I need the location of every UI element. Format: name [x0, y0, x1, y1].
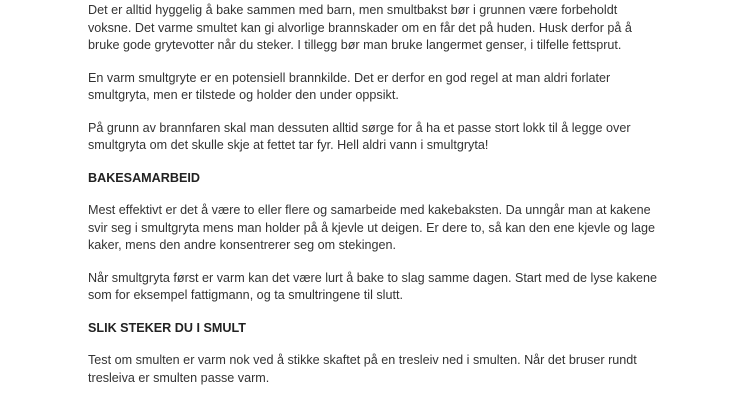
section-heading-slik-steker-du	[88, 320, 708, 338]
text-line: som for eksempel fattigmann, og ta smultringene til slutt.	[88, 288, 403, 302]
text-line: Når smultgryta først er varm kan det være lurt å bake to slag samme dagen. Start med de lyse kakene	[88, 270, 658, 285]
heading-text: SLIK STEKER DU I SMULT	[88, 320, 246, 335]
paragraph-cooperation	[88, 202, 708, 255]
text-line: Test om smulten er varm nok ved å stikke skaftet på en tresleiv ned i smulten. Når det bruser rundt	[88, 353, 637, 367]
paragraph-children-safety	[88, 2, 708, 55]
text-line: voksne. Det varme smultet kan gi alvorlige brannskader om en får det på huden. Husk derfor på å	[88, 20, 632, 35]
text-line: Det er alltid hyggelig å bake sammen med barn, men smultbakst bør i grunnen være forbeholdt	[88, 3, 618, 17]
paragraph-two-batches	[88, 270, 708, 305]
text-line: På grunn av brannfaren skal man dessuten alltid sørge for å ha et passe stort lokk til å legge over	[88, 120, 631, 135]
paragraph-lid-advice	[88, 120, 708, 155]
paragraph-fire-source	[88, 70, 708, 105]
paragraph-test-temperature	[88, 352, 708, 387]
text-line: smultgryta om det skulle skje at fettet tar fyr. Hell aldri vann i smultgryta!	[88, 138, 489, 152]
document-body	[88, 2, 708, 387]
heading-text: BAKESAMARBEID	[88, 170, 200, 185]
text-line: svir seg i smultgryta mens man holder på å kjevle ut deigen. Er dere to, så kan den ene kjevle og lage	[88, 220, 656, 235]
text-line: tresleiva er smulten passe varm.	[88, 370, 270, 385]
section-heading-bakesamarbeid	[88, 170, 708, 188]
text-line: kaker, mens den andre konsentrerer seg om stekingen.	[88, 238, 397, 252]
text-line: Mest effektivt er det å være to eller flere og samarbeide med kakebaksten. Da unngår man at kakene	[88, 203, 651, 217]
text-line: smultgryta, men er tilstede og holder den under oppsikt.	[88, 88, 399, 102]
text-line: bruke gode grytevotter når du steker. I tillegg bør man bruke langermet genser, i tilfelle fettsprut.	[88, 38, 622, 52]
text-line: En varm smultgryte er en potensiell brannkilde. Det er derfor en god regel at man aldri forlater	[88, 70, 611, 85]
